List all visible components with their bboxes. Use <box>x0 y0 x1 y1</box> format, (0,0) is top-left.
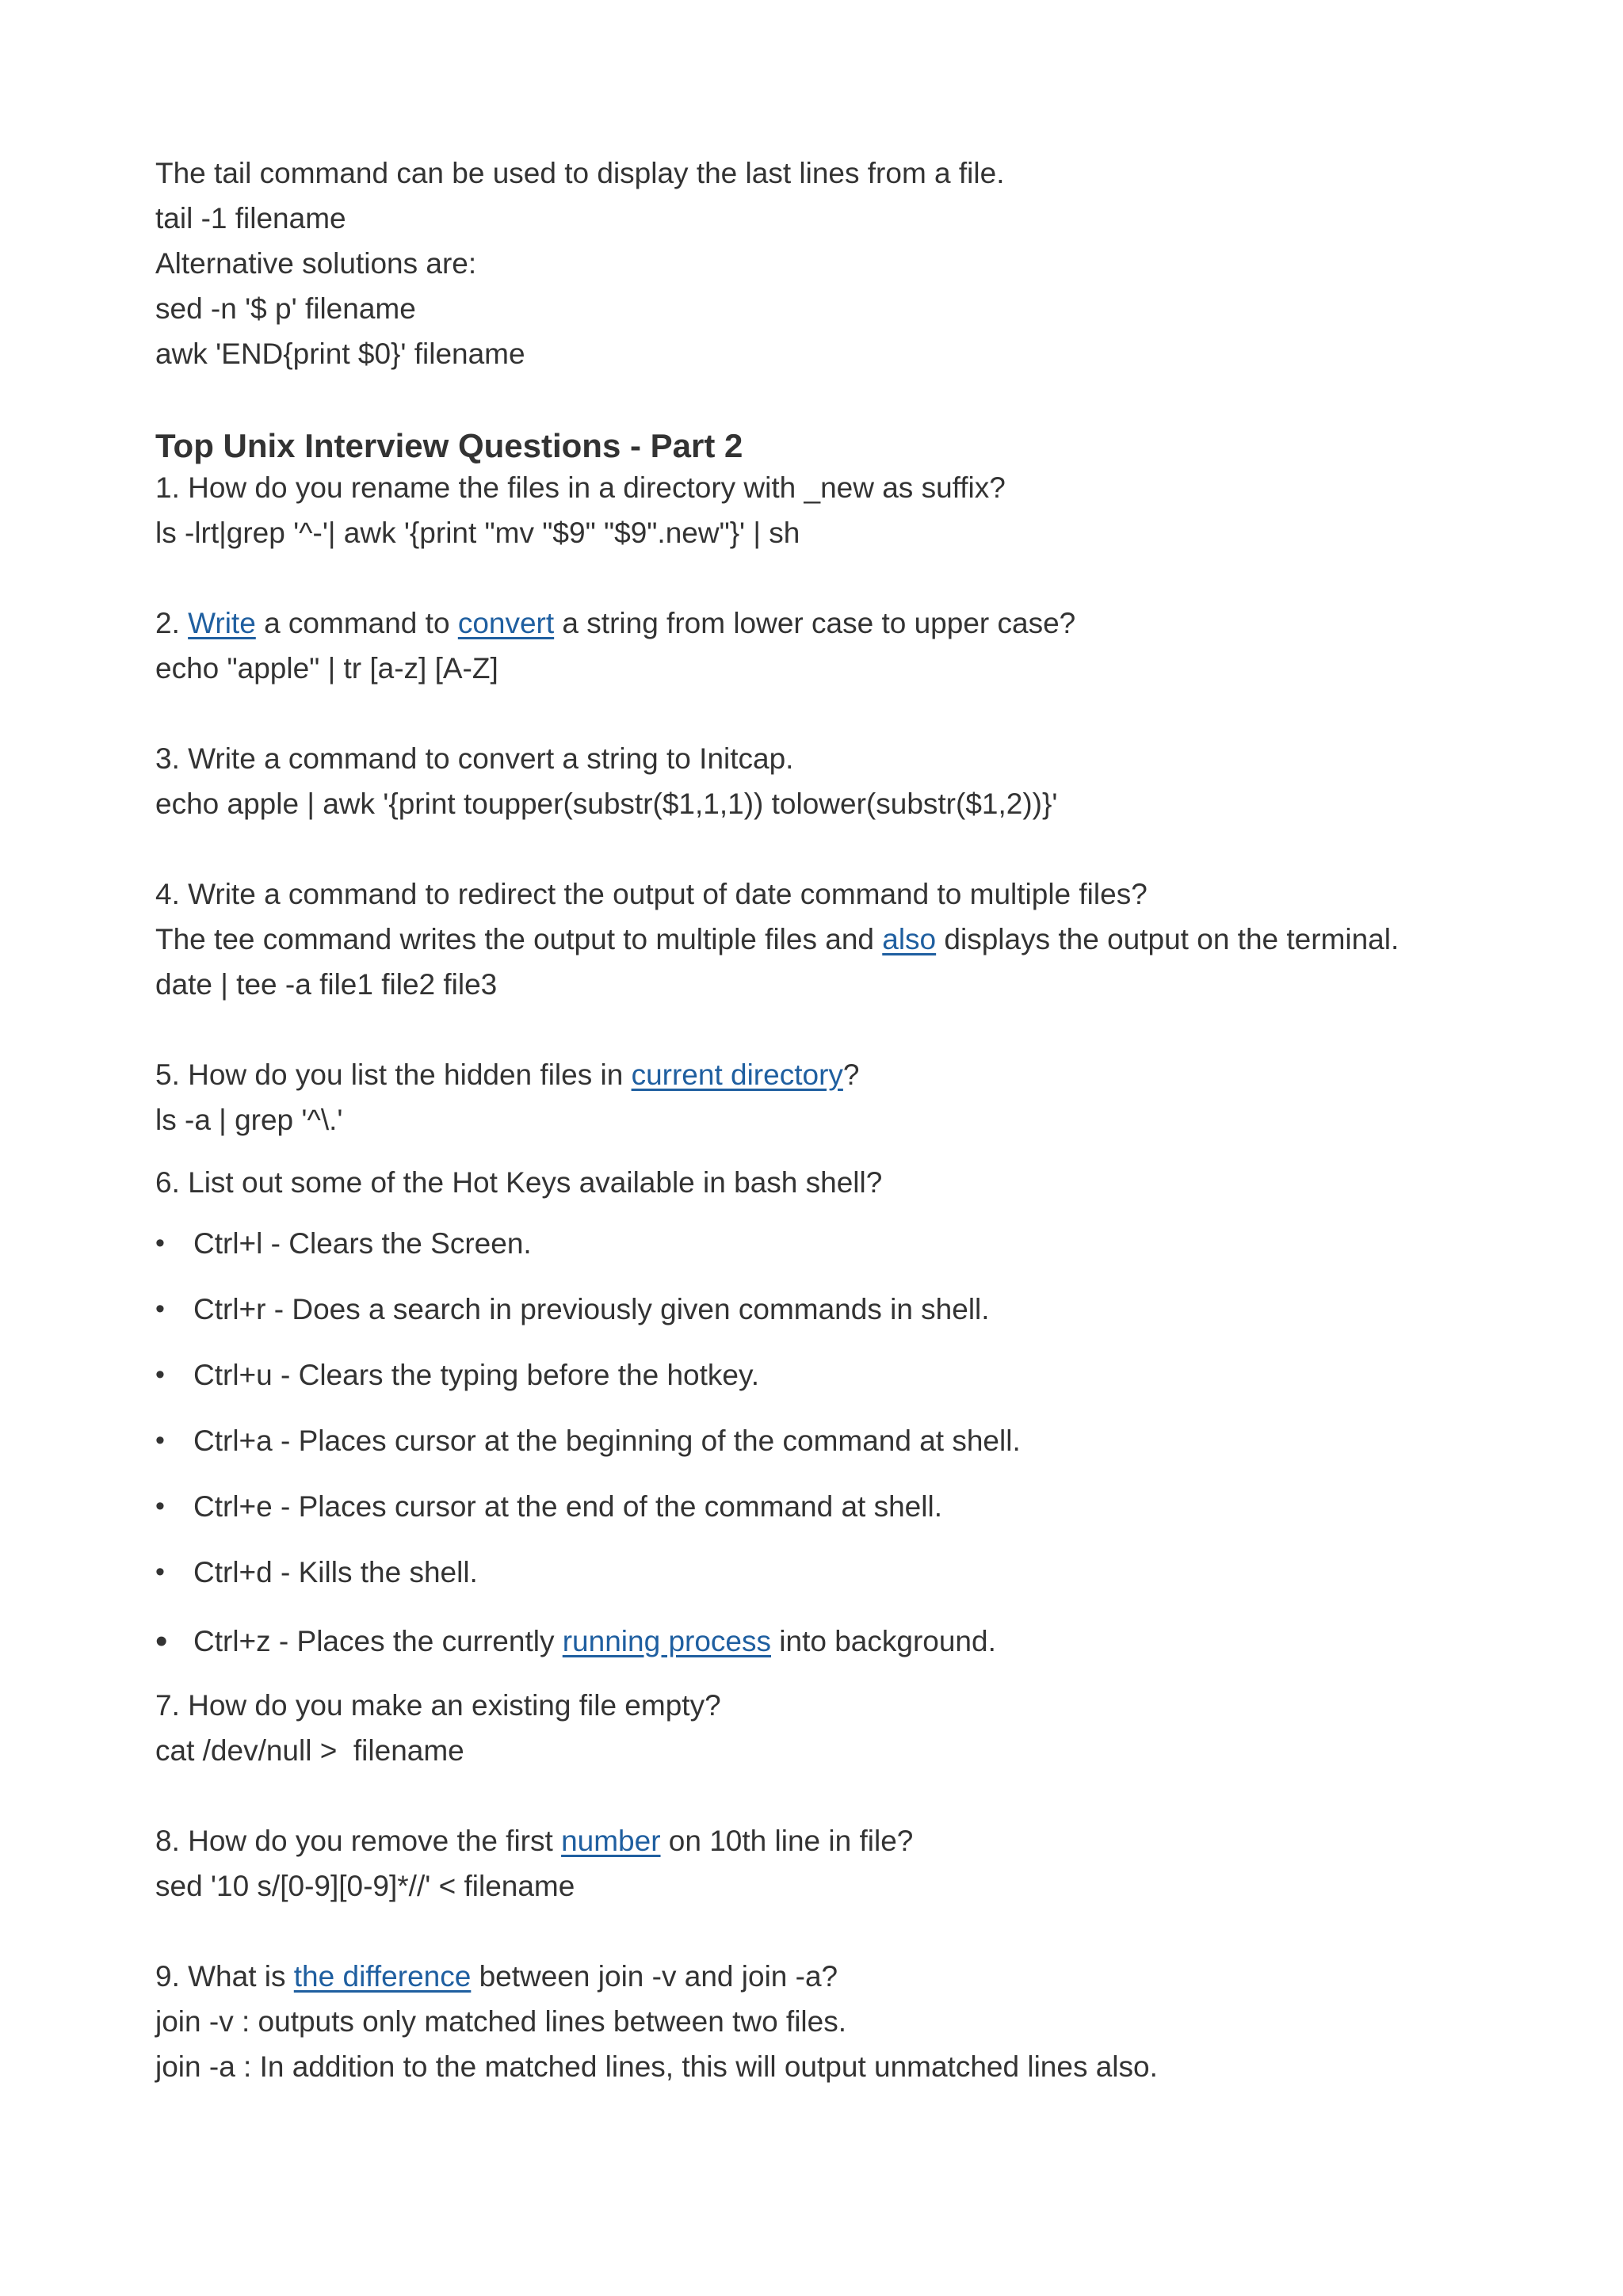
bullet-icon: • <box>155 1491 165 1521</box>
question-2 <box>155 601 1503 646</box>
bullet-icon: • <box>155 1294 165 1324</box>
intro-line: The tail command can be used to display the last lines from a file. <box>155 157 1005 189</box>
intro-line: tail -1 filename <box>155 202 346 235</box>
question-4: 4. Write a command to redirect the output of date command to multiple files? <box>155 878 1148 910</box>
bullet-icon: • <box>155 1425 165 1455</box>
intro-line: Alternative solutions are: <box>155 247 477 280</box>
write-link[interactable]: Write <box>188 607 256 639</box>
list-item <box>155 1484 1503 1550</box>
answer-4-prefix: The tee command writes the output to multiple files and <box>155 923 883 955</box>
question-8-prefix: 8. How do you remove the first <box>155 1825 562 1857</box>
running-process-link[interactable]: running process <box>562 1625 771 1657</box>
question-2-mid: a command to <box>255 607 458 639</box>
question-5-suffix: ? <box>842 1058 860 1091</box>
answer-7: cat /dev/null > filename <box>155 1734 464 1767</box>
question-3: 3. Write a command to convert a string to Initcap. <box>155 742 794 775</box>
answer-4-suffix: displays the output on the terminal. <box>936 923 1400 955</box>
bullet-icon: • <box>155 1360 165 1390</box>
list-item-suffix: into background. <box>771 1625 996 1657</box>
convert-link[interactable]: convert <box>457 607 555 639</box>
answer-9-a: join -a : In addition to the matched lines, this will output unmatched lines also. <box>155 2050 1158 2083</box>
question-6: 6. List out some of the Hot Keys available in bash shell? <box>155 1166 883 1199</box>
list-item <box>155 1221 1503 1287</box>
answer-4 <box>155 917 1503 962</box>
list-item <box>155 1619 1503 1683</box>
the-difference-link[interactable]: the difference <box>293 1960 472 1993</box>
question-2-suffix: a string from lower case to upper case? <box>554 607 1076 639</box>
question-7: 7. How do you make an existing file empty? <box>155 1689 721 1722</box>
bullet-icon: • <box>155 1622 168 1661</box>
number-link[interactable]: number <box>561 1825 661 1857</box>
question-1: 1. How do you rename the files in a directory with _new as suffix? <box>155 471 1006 504</box>
question-9-prefix: 9. What is <box>155 1960 294 1993</box>
list-item-text: Ctrl+r - Does a search in previously given commands in shell. <box>193 1293 990 1325</box>
list-item-text: Ctrl+a - Places cursor at the beginning of the command at shell. <box>193 1425 1021 1457</box>
hotkey-list <box>155 1221 1503 1683</box>
list-item <box>155 1287 1503 1352</box>
answer-4-command: date | tee -a file1 file2 file3 <box>155 968 498 1001</box>
question-9-suffix: between join -v and join -a? <box>471 1960 838 1993</box>
list-item-text: Ctrl+l - Clears the Screen. <box>193 1227 532 1260</box>
answer-3: echo apple | awk '{print toupper(substr($1,1,1)) tolower(substr($1,2))}' <box>155 788 1058 820</box>
list-item-text: Ctrl+d - Kills the shell. <box>193 1556 478 1589</box>
answer-1: ls -lrt|grep '^-'| awk '{print "mv "$9" "$9".new"}' | sh <box>155 517 800 549</box>
section-title: Top Unix Interview Questions - Part 2 <box>155 427 743 464</box>
question-8 <box>155 1818 1503 1863</box>
also-link[interactable]: also <box>882 923 937 955</box>
list-item <box>155 1418 1503 1484</box>
intro-line: awk 'END{print $0}' filename <box>155 338 525 370</box>
question-8-suffix: on 10th line in file? <box>660 1825 914 1857</box>
current-directory-link[interactable]: current directory <box>631 1058 843 1091</box>
list-item <box>155 1352 1503 1418</box>
intro-line: sed -n '$ p' filename <box>155 292 416 325</box>
list-item-text: Ctrl+e - Places cursor at the end of the command at shell. <box>193 1490 942 1523</box>
question-5-prefix: 5. How do you list the hidden files in <box>155 1058 632 1091</box>
list-item-text: Ctrl+u - Clears the typing before the hotkey. <box>193 1359 759 1391</box>
question-2-prefix: 2. <box>155 607 189 639</box>
answer-8: sed '10 s/[0-9][0-9]*//' < filename <box>155 1870 575 1902</box>
question-9 <box>155 1954 1503 1999</box>
answer-5: ls -a | grep '^\.' <box>155 1104 343 1136</box>
answer-2: echo "apple" | tr [a-z] [A-Z] <box>155 652 498 685</box>
bullet-icon: • <box>155 1228 165 1258</box>
bullet-icon: • <box>155 1557 165 1587</box>
document-content <box>155 151 1503 2089</box>
list-item <box>155 1550 1503 1619</box>
list-item-prefix: Ctrl+z - Places the currently <box>193 1625 563 1657</box>
question-5 <box>155 1052 1503 1097</box>
answer-9-v: join -v : outputs only matched lines between two files. <box>155 2005 847 2038</box>
